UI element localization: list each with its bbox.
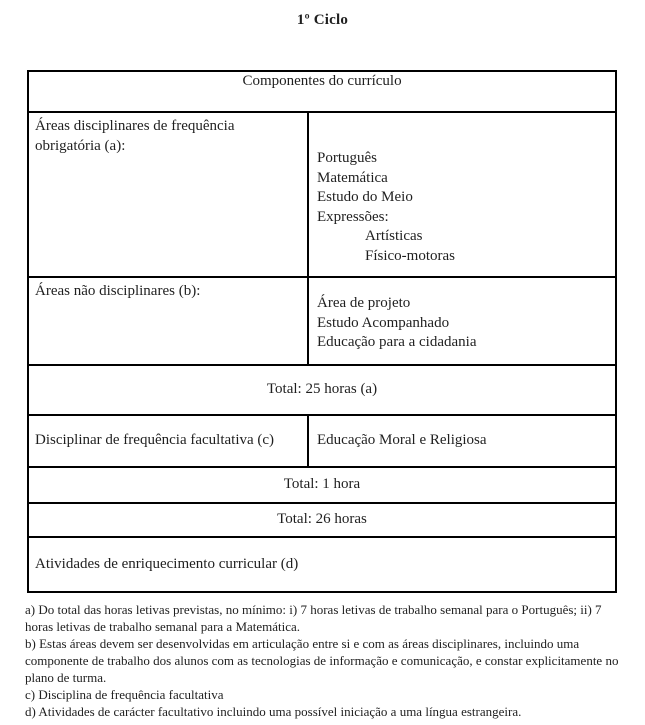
page-title: 1º Ciclo (296, 12, 349, 28)
table-row-optional-subject (28, 415, 616, 467)
optional-subject-value: Educação Moral e Religiosa (308, 415, 616, 467)
table-header-row (28, 71, 616, 112)
footnote-a: a) Do total das horas letivas previstas, no mínimo: i) 7 horas letivas de trabalho semanal para o Português; ii) 7 horas letivas de trabalho semanal para a Matemática. (25, 602, 602, 634)
list-item: Área de projeto (317, 295, 411, 311)
mandatory-areas-label: Áreas disciplinares de frequência obrigatória (a): (28, 112, 308, 277)
footnote-b: b) Estas áreas devem ser desenvolvidas em articulação entre si e com as áreas disciplinares, incluindo uma componente de trabalho dos alunos com as tecnologias de informação e comunicação, e constar explicitamente no plano de turma. (25, 636, 619, 685)
table-row-total-26-horas (28, 503, 616, 537)
table-row-mandatory-areas (28, 112, 616, 277)
table-row-enrichment-activities (28, 537, 616, 592)
non-disciplinary-areas-label: Áreas não disciplinares (b): (28, 277, 308, 365)
total-1-hora-cell: Total: 1 hora (28, 467, 616, 503)
total-26-horas-cell: Total: 26 horas (28, 503, 616, 537)
non-disciplinary-areas-list (308, 277, 616, 365)
table-row-total-1-hora (28, 467, 616, 503)
footnote-c: c) Disciplina de frequência facultativa (25, 687, 224, 702)
list-item: Educação para a cidadania (317, 334, 477, 350)
list-item: Matemática (317, 169, 388, 186)
list-sub-item: Artísticas (365, 228, 423, 244)
curriculum-table (27, 70, 617, 593)
mandatory-areas-list (308, 112, 616, 277)
table-row-total-25-horas (28, 365, 616, 415)
table-header-cell: Componentes do currículo (28, 71, 616, 112)
list-sub-item: Físico-motoras (365, 247, 455, 264)
list-item: Estudo do Meio (317, 189, 413, 205)
total-25-horas-cell: Total: 25 horas (a) (28, 365, 616, 415)
list-item: Expressões: (317, 208, 389, 225)
optional-subject-label: Disciplinar de frequência facultativa (c) (28, 415, 308, 467)
table-row-non-disciplinary-areas (28, 277, 616, 365)
list-item: Português (317, 150, 377, 166)
footnote-d: d) Atividades de carácter facultativo incluindo uma possível iniciação a uma língua estrangeira. (25, 704, 522, 719)
enrichment-activities-cell: Atividades de enriquecimento curricular (d) (28, 537, 616, 592)
footnotes (25, 601, 632, 720)
list-item: Estudo Acompanhado (317, 314, 450, 331)
